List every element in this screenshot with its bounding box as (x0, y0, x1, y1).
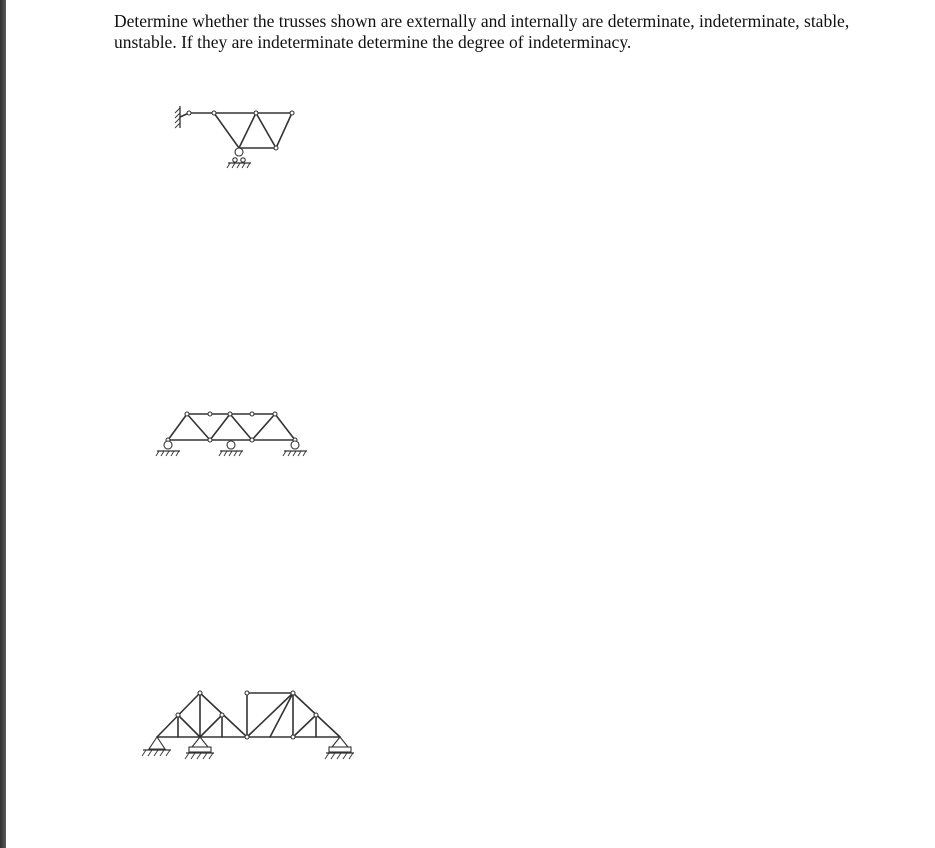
roller-support (283, 441, 307, 456)
roller-support (325, 737, 354, 759)
roller-support (227, 148, 251, 168)
fixed-wall-support (175, 106, 189, 128)
truss-figure-1 (175, 106, 294, 168)
truss-figure-3 (142, 691, 354, 759)
truss-member (214, 113, 239, 148)
roller-support (219, 441, 243, 456)
question-text: Determine whether the trusses shown are externally and internally are determinate, indeterminate, stable, unstable. If they are indeterminate determine the degree of indeterminacy. (114, 11, 850, 52)
truss-member (256, 113, 276, 148)
pin-support (142, 737, 171, 756)
truss-member (239, 113, 256, 148)
document-page (6, 0, 935, 848)
truss-member (276, 113, 292, 148)
roller-support (185, 737, 214, 759)
roller-support (156, 441, 180, 456)
truss-diagram-canvas (6, 0, 935, 848)
truss-figure-2 (156, 412, 307, 456)
